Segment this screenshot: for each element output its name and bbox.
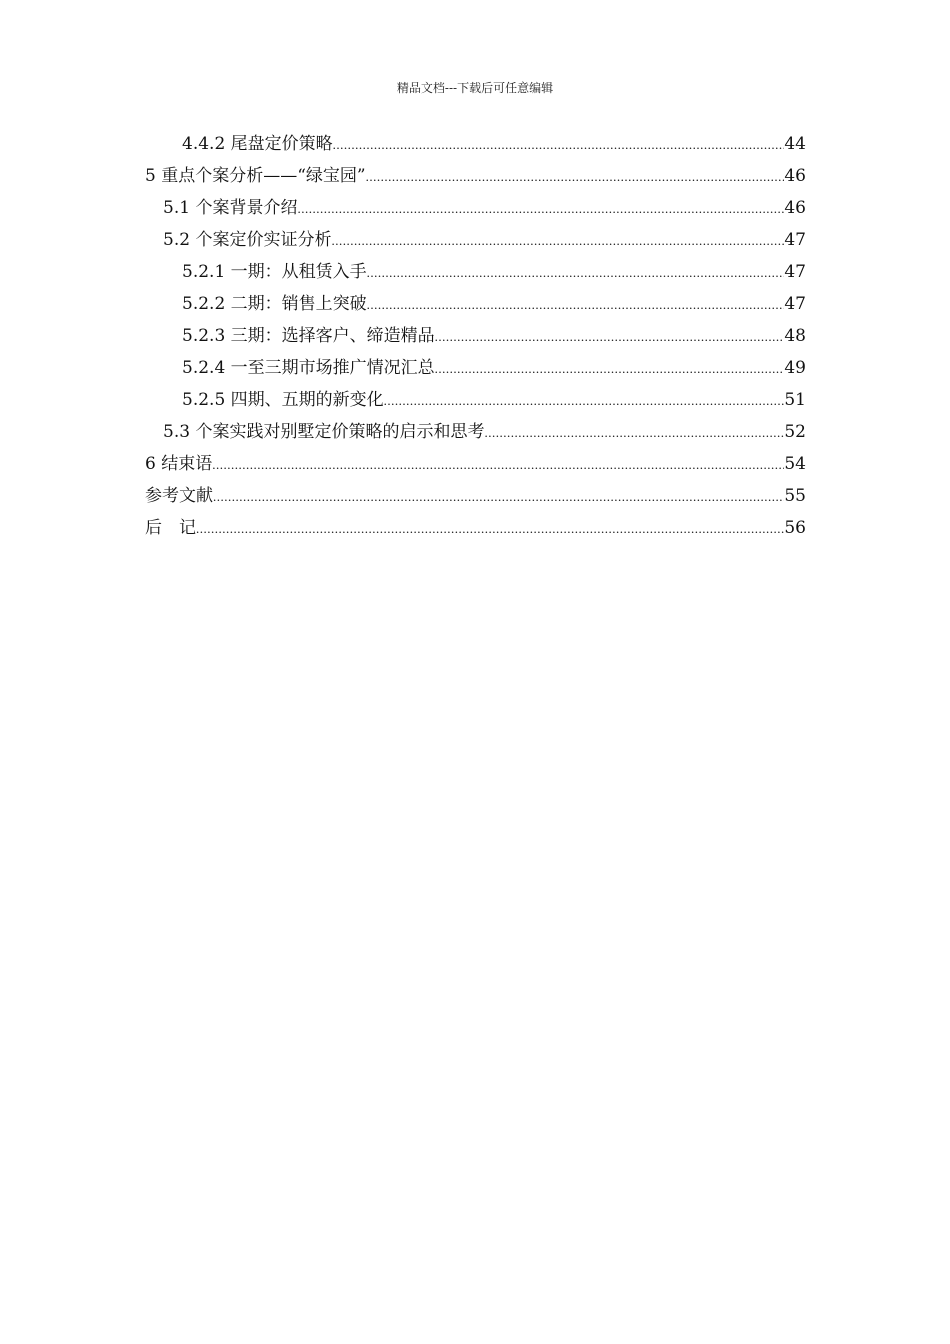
toc-entry-page: 54	[784, 454, 806, 474]
toc-entry-label: 5.2.1 一期：从租赁入手	[182, 262, 367, 282]
toc-entry-label: 5.2.4 一至三期市场推广情况汇总	[182, 358, 435, 378]
toc-entry-page: 47	[784, 294, 806, 314]
toc-entry[interactable]	[145, 512, 806, 544]
toc-entry[interactable]	[145, 352, 806, 384]
toc-entry-page: 44	[784, 134, 806, 154]
toc-entry-label: 5.1 个案背景介绍	[163, 198, 298, 218]
toc-entry-label: 5.3 个案实践对别墅定价策略的启示和思考	[163, 422, 485, 442]
toc-entry[interactable]	[145, 160, 806, 192]
toc-entry[interactable]	[145, 384, 806, 416]
toc-entry-label: 5.2 个案定价实证分析	[163, 230, 332, 250]
toc-entry-page: 51	[784, 390, 806, 410]
table-of-contents	[145, 128, 806, 544]
toc-entry[interactable]	[145, 192, 806, 224]
toc-entry-label: 5.2.5 四期、五期的新变化	[182, 390, 384, 410]
toc-entry-page: 47	[784, 230, 806, 250]
toc-entry[interactable]	[145, 448, 806, 480]
toc-entry[interactable]	[145, 416, 806, 448]
toc-entry-page: 56	[784, 518, 806, 538]
toc-entry-label: 参考文献	[145, 486, 213, 506]
toc-entry-label: 后 记	[145, 518, 196, 538]
toc-entry[interactable]	[145, 224, 806, 256]
toc-entry-page: 55	[784, 486, 806, 506]
toc-entry-label: 5 重点个案分析——“绿宝园”	[145, 166, 366, 186]
toc-entry-label: 4.4.2 尾盘定价策略	[182, 134, 333, 154]
toc-entry-label: 5.2.3 三期：选择客户、缔造精品	[182, 326, 435, 346]
toc-entry[interactable]	[145, 480, 806, 512]
toc-leader-dots	[333, 129, 785, 161]
page-header: 精品文档---下载后可任意编辑	[396, 81, 554, 95]
toc-leader-dots	[435, 321, 785, 353]
toc-leader-dots	[367, 257, 785, 289]
toc-entry-page: 52	[784, 422, 806, 442]
toc-entry-label: 6 结束语	[145, 454, 213, 474]
toc-leader-dots	[484, 417, 784, 449]
toc-entry-page: 46	[784, 198, 806, 218]
toc-leader-dots	[196, 513, 784, 545]
toc-leader-dots	[297, 193, 784, 225]
toc-leader-dots	[366, 161, 785, 193]
toc-entry[interactable]	[145, 320, 806, 352]
toc-leader-dots	[331, 225, 784, 257]
toc-entry-page: 47	[784, 262, 806, 282]
toc-entry-page: 48	[784, 326, 806, 346]
toc-entry[interactable]	[145, 256, 806, 288]
toc-leader-dots	[213, 481, 784, 513]
toc-leader-dots	[384, 385, 785, 417]
toc-leader-dots	[367, 289, 785, 321]
toc-entry[interactable]	[145, 288, 806, 320]
toc-leader-dots	[435, 353, 785, 385]
toc-entry-label: 5.2.2 二期：销售上突破	[182, 294, 367, 314]
toc-entry[interactable]	[145, 128, 806, 160]
toc-entry-page: 49	[784, 358, 806, 378]
toc-leader-dots	[212, 449, 784, 481]
toc-entry-page: 46	[784, 166, 806, 186]
